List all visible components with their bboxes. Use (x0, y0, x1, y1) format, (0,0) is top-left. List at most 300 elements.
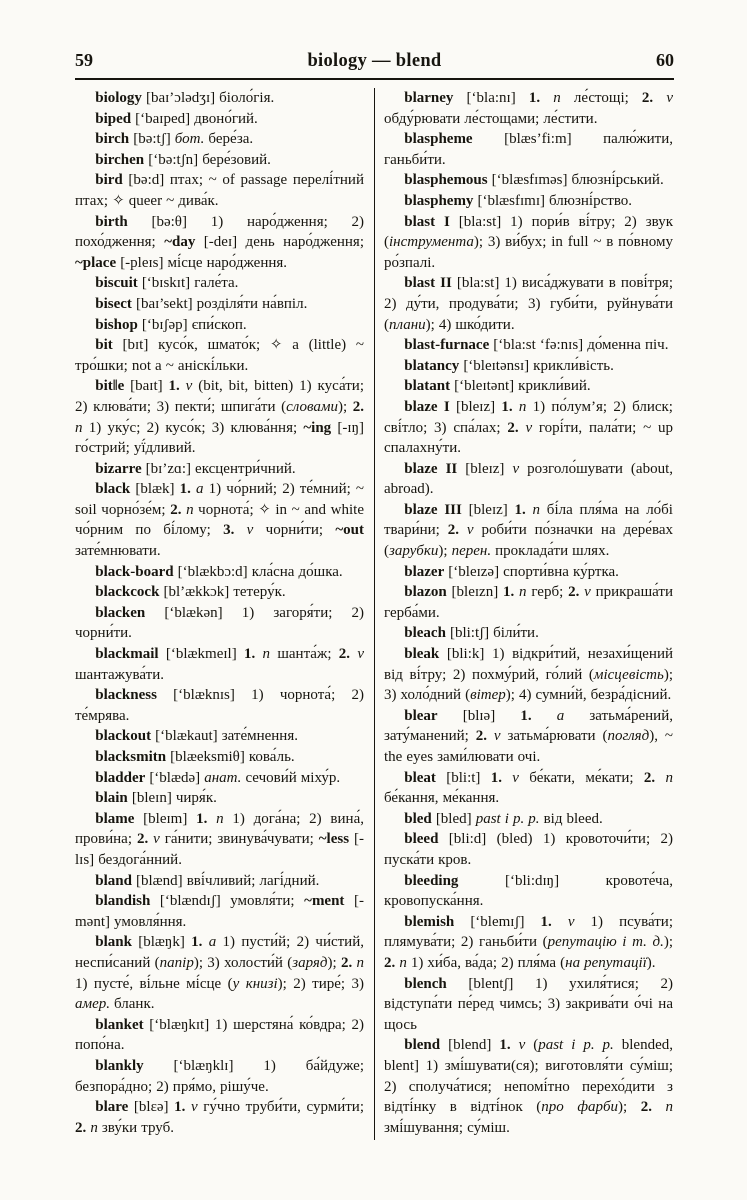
definition-text: 1) по́лум’я; 2) блиск; сві́тло; 3) спа́лах; (384, 398, 673, 436)
headword: 2. (643, 769, 656, 786)
dictionary-entry (75, 891, 364, 932)
headword: ~place (75, 254, 117, 271)
grammar-label: n (532, 501, 541, 518)
dictionary-entry (384, 356, 673, 377)
headword: blare (95, 1099, 129, 1116)
definition-text: [bleɪz] (449, 398, 502, 415)
dictionary-entry (75, 479, 364, 561)
headword: blain (95, 790, 128, 807)
definition-text: [blæs’fi:m] палю́жити, ганьби́ти. (384, 131, 673, 168)
grammar-label: v (466, 522, 474, 539)
definition-text: [‘bla:st ‘fə:nɪs] до́менна піч. (489, 337, 669, 354)
dictionary-entry (75, 582, 364, 603)
definition-text: ). (646, 954, 656, 971)
dictionary-entry (384, 335, 673, 356)
definition-text: затьма́рений, зату́манений; (384, 707, 673, 745)
definition-text: blended, blent] 1) змі́шувати(ся); виготовля́ти су́міш; 2) сполуча́тися; непомі́тно перехо́дити з відті́нку в відті́нок ( (384, 1037, 673, 1116)
right-column (384, 88, 673, 1140)
headword: bleeding (404, 872, 459, 889)
definition-text: [bɪ’zɑ:] ексцентри́чний. (141, 460, 296, 477)
headword: 1. (168, 378, 180, 395)
grammar-label: словами (286, 398, 338, 415)
headword: 2. (640, 1099, 652, 1116)
grammar-label: у книзі (232, 975, 278, 992)
definition-text: від bleed. (539, 810, 603, 827)
dictionary-entry (75, 768, 364, 789)
dictionary-entry (384, 88, 673, 129)
definition-text: 1) уку́с; 2) кусо́к; 3) клюва́ння; (82, 419, 304, 436)
headword: black (95, 481, 131, 498)
definition-text: ле́стощі; (560, 90, 642, 106)
grammar-label: v (357, 646, 365, 663)
headword: 2. (641, 90, 654, 106)
definition-text: [bli:d] (bled) 1) кровоточи́ти; 2) пуска́ти кров. (384, 831, 673, 868)
grammar-label: n (216, 810, 224, 827)
dictionary-entry (384, 397, 673, 459)
dictionary-entry (384, 212, 673, 274)
grammar-label: зарубки (389, 543, 439, 560)
definition-text: ); (438, 543, 452, 560)
definition-text: [‘bɪʃəp] єпи́скоп. (137, 316, 247, 333)
dictionary-entry (75, 315, 364, 336)
dictionary-entry (75, 1015, 364, 1056)
definition-text: затьма́рювати ( (500, 728, 608, 745)
headword: ~less (318, 831, 350, 848)
definition-text: [‘blæŋkɪt] 1) шерстяна́ ко́вдра; 2) попо́на. (75, 1016, 364, 1054)
definition-text (487, 728, 494, 744)
definition-text: [bl’ækkɔk] тетеру́к. (159, 584, 286, 601)
definition-text (655, 770, 665, 786)
headword: 2. (447, 522, 459, 539)
grammar-label: v (246, 522, 254, 539)
definition-text: [‘blændɪʃ] умовля́ти; (150, 893, 305, 910)
definition-text: [bli:k] 1) відкри́тий, незахи́щений від ві́тру; 2) похму́рий, го́лий ( (384, 646, 673, 683)
definition-text: ); 3) холости́й ( (193, 954, 293, 971)
definition-text: [bɪt] кусо́к, шмато́к; ✧ a (little) ~ тро́шки; not a ~ аніскі́льки. (75, 337, 364, 374)
dictionary-entry (384, 273, 673, 335)
headword: blast-furnace (404, 337, 490, 354)
definition-text: [bə:θ] 1) наро́дження; 2) похо́дження; (75, 213, 364, 251)
headword: bishop (95, 316, 138, 333)
definition-text: прикраша́ти герба́ми. (384, 584, 673, 621)
grammar-label: інструмента (389, 234, 474, 251)
definition-text: [bleɪm] (134, 810, 197, 827)
grammar-label: погляд (607, 728, 650, 745)
definition-text: [blentʃ] 1) ухиля́тися; 2) відступа́ти пе́ред чимсь; 3) закрива́ти о́чі на щось (384, 975, 673, 1033)
definition-text: [blænd] вві́чливий; лагі́дний. (131, 872, 320, 889)
headword: bleak (404, 646, 440, 663)
dictionary-entry (75, 459, 364, 480)
grammar-label: на репутації (565, 954, 647, 971)
headword: bled (404, 810, 432, 827)
definition-text: [‘blæsfɪməs] блюзні́рський. (487, 172, 664, 189)
dictionary-entry (75, 685, 364, 726)
headword: blast II (404, 275, 452, 292)
dictionary-entry (384, 376, 673, 397)
headword: ~day (164, 234, 196, 251)
definition-text: шанта́ж; (270, 646, 339, 663)
definition-text (234, 522, 246, 538)
grammar-label: n (665, 769, 673, 786)
definition-text: [blæŋk] (131, 934, 192, 951)
grammar-label: v (567, 913, 575, 930)
grammar-label: n (75, 419, 83, 436)
headword: 2. (136, 831, 149, 848)
headword: blear (404, 707, 438, 724)
headword: 1. (520, 707, 532, 724)
definition-text: ); 3) холо́дний ( (384, 666, 673, 704)
grammar-label: v (584, 584, 591, 601)
headword: blaspheme (404, 131, 473, 148)
definition-text: бе́кати, ме́кати; (518, 769, 644, 786)
dictionary-entry (75, 273, 364, 294)
definition-text: шантажува́ти. (75, 666, 164, 683)
headword: black-board (95, 563, 174, 580)
dictionary-entry (75, 376, 364, 458)
definition-text: [blæk] (130, 481, 180, 498)
headword: 2. (507, 419, 519, 436)
headword: 1. (514, 501, 526, 518)
definition-text: ); (663, 934, 674, 951)
dictionary-entry (75, 88, 364, 109)
dictionary-entry (75, 809, 364, 871)
definition-text: зву́ки труб. (97, 1119, 174, 1136)
dictionary-entry (75, 562, 364, 583)
definition-text: [‘blækmeɪl] (158, 646, 244, 663)
definition-text: [‘blæknɪs] 1) чорнота́; 2) те́мрява. (75, 687, 364, 724)
headword: 1. (540, 913, 552, 930)
dictionary-entry (75, 726, 364, 747)
dictionary-entry (75, 644, 364, 685)
definition-text: бланк. (109, 996, 155, 1013)
dictionary-entry (384, 129, 673, 170)
grammar-label: n (90, 1119, 98, 1136)
definition-text: [bleɪn] чиря́к. (127, 790, 217, 807)
definition-text: проклада́ти шлях. (491, 543, 610, 560)
dictionary-entry (75, 603, 364, 644)
grammar-label: v (666, 90, 673, 106)
grammar-label: past і p. p. (538, 1037, 614, 1054)
definition-text: [‘bɪskɪt] гале́та. (137, 275, 239, 292)
definition-text: [-ɪŋ] го́стрий; уї́дливий. (75, 419, 364, 457)
left-column (75, 88, 364, 1140)
headword: birch (95, 131, 130, 148)
page-header (75, 50, 674, 72)
definition-text: [bleɪz] (457, 460, 513, 477)
definition-text: [‘blæŋklɪ] 1) ба́йдуже; безпора́дно; 2) пря́мо, рішу́че. (75, 1057, 364, 1095)
definition-text: ); 2) тире́; 3) (277, 975, 365, 992)
definition-text: ); (337, 398, 353, 415)
definition-text: розголо́шувати (about, abroad). (384, 460, 673, 498)
headword: blast I (404, 213, 450, 230)
dictionary-entry (384, 623, 673, 644)
definition-text: га́нити; звинува́чувати; (159, 831, 319, 848)
definition-text: зате́мнювати. (75, 543, 161, 560)
definition-text: [-mənt] умовля́ння. (75, 893, 364, 930)
headword: birth (95, 213, 128, 230)
dictionary-entry (75, 129, 364, 150)
grammar-label: n (553, 90, 561, 106)
definition-text: [bə:tʃ] (129, 131, 175, 148)
dictionary-columns (75, 88, 674, 1140)
headword: blank (95, 934, 132, 951)
headword: bland (95, 872, 132, 889)
dictionary-entry (75, 335, 364, 376)
dictionary-entry (384, 1035, 673, 1138)
dictionary-entry (384, 829, 673, 870)
definition-text: [bleɪzn] (446, 584, 503, 601)
definition-text: бе́кання, ме́кання. (384, 790, 500, 807)
definition-text: [‘blædə] (145, 769, 205, 786)
page-number-left: 59 (75, 50, 93, 70)
headword: 3. (223, 522, 235, 539)
headword: 2. (475, 728, 487, 745)
definition-text: [bla:st] 1) пори́в ві́тру; 2) звук ( (384, 213, 673, 251)
definition-text (502, 770, 512, 786)
headword: bird (95, 172, 123, 189)
definition-text: 1) хи́ба, ва́да; 2) пля́ма ( (406, 954, 566, 971)
headword: 1. (191, 934, 203, 951)
definition-text: бі́ла пля́ма на ло́бі твари́ни; (384, 501, 673, 539)
header-title: biology — blend (307, 51, 442, 71)
grammar-label: репутацію і т. д. (547, 934, 664, 951)
headword: biscuit (95, 275, 138, 292)
headword: blanket (95, 1016, 144, 1033)
headword: 1. (244, 646, 256, 663)
headword: blackness (95, 687, 157, 704)
grammar-label: n (519, 584, 527, 601)
headword: 2. (568, 584, 580, 601)
headword: 2. (384, 954, 396, 971)
headword: bizarre (95, 460, 142, 477)
grammar-label: n (356, 954, 364, 971)
definition-text: [blend] (440, 1037, 500, 1054)
dictionary-entry (384, 809, 673, 830)
dictionary-entry (384, 912, 673, 974)
headword: 1. (174, 1099, 186, 1116)
definition-text (532, 708, 557, 724)
headword: 1. (501, 398, 513, 415)
headword: biology (95, 90, 142, 106)
definition-text (207, 811, 216, 827)
grammar-label: n (399, 954, 407, 971)
definition-text: [‘bli:dɪŋ] кровоте́ча, кровопуска́ння. (384, 872, 673, 910)
headword: 1. (503, 584, 515, 601)
headword: blackmail (95, 646, 159, 663)
definition-text: [blɛə] (128, 1099, 175, 1116)
headword: biped (95, 110, 132, 127)
grammar-label: заряд (292, 954, 328, 971)
definition-text: 1) пусти́й; 2) чи́стий, неспи́саний ( (75, 934, 364, 971)
headword: bladder (95, 769, 146, 786)
dictionary-entry (384, 582, 673, 623)
headword: blackout (95, 728, 152, 745)
page-number-right: 60 (655, 50, 674, 70)
definition-text: [-lɪs] бездога́нний. (75, 831, 365, 868)
headword: bit (95, 337, 113, 354)
headword: bisect (95, 295, 132, 312)
definition-text: ( (525, 1037, 539, 1054)
definition-text: [bli:t] (435, 769, 491, 786)
headword: blaze III (404, 501, 462, 518)
dictionary-entry (75, 1097, 364, 1138)
dictionary-entry (75, 150, 364, 171)
dictionary-entry (75, 788, 364, 809)
dictionary-entry (384, 706, 673, 768)
definition-text: [‘bə:tʃn] бере́зовий. (144, 151, 271, 168)
dictionary-entry (384, 644, 673, 706)
definition-text: чорнота́; ✧ in ~ and white чо́рним по бі́лому; (75, 501, 364, 539)
dictionary-entry (75, 294, 364, 315)
headword: ~ing (303, 419, 332, 436)
headword: ~ment (304, 893, 345, 910)
dictionary-entry (384, 768, 673, 809)
definition-text: [‘blæsfɪmɪ] блюзні́рство. (473, 192, 633, 209)
definition-text: обду́рювати ле́стощами; ле́стити. (384, 110, 598, 127)
definition-text: [‘bla:nɪ] (453, 90, 529, 106)
dictionary-entry (384, 191, 673, 212)
definition-text: ); 4) сумни́й, безра́дісний. (505, 687, 672, 704)
definition-text: [‘bleɪzə] спорти́вна ку́ртка. (444, 563, 619, 580)
definition-text: [bə:d] птах; ~ of passage перелі́тний птах; ✧ queer ~ дива́к. (75, 172, 364, 209)
definition-text: ); (618, 1099, 641, 1116)
grammar-label: a (196, 481, 204, 498)
grammar-label: n (262, 646, 271, 663)
headword: 1. (179, 481, 191, 498)
headword: blaze II (404, 460, 458, 477)
headword: 1. (499, 1037, 511, 1054)
definition-text (540, 90, 553, 106)
definition-text (526, 502, 533, 518)
headword: blasphemy (404, 192, 474, 209)
definition-text: [baɪt] (124, 378, 169, 395)
definition-text: [baɪ’ɔlədʒɪ] біоло́гія. (141, 90, 275, 106)
grammar-label: вітер (470, 687, 506, 704)
definition-text: горі́ти, пала́ти; ~ up спалахну́ти. (384, 419, 673, 457)
headword: blatancy (404, 357, 460, 374)
dictionary-entry (75, 932, 364, 1014)
grammar-label: a (556, 707, 565, 724)
definition-text (255, 646, 262, 662)
headword: bit‖e (95, 378, 125, 395)
dictionary-entry (384, 871, 673, 912)
definition-text: [blɪə] (437, 707, 521, 724)
definition-text: ), ~ the eyes зами́лювати очі. (384, 728, 673, 765)
grammar-label: n (665, 1099, 674, 1116)
definition-text: [‘bleɪtənsɪ] крикли́вість. (459, 357, 614, 374)
headword: blacksmitn (95, 749, 167, 765)
dictionary-entry (75, 747, 364, 768)
headword: blarney (404, 90, 454, 106)
definition-text: 1) псува́ти; плямува́ти; 2) ганьби́ти ( (384, 913, 673, 951)
definition-text: [bli:tʃ] біли́ти. (445, 625, 539, 642)
headword: bleed (404, 831, 439, 848)
headword: blankly (95, 1057, 144, 1074)
definition-text: 1) пусте́, ві́льне мі́сце ( (75, 975, 233, 992)
headword: blazer (404, 563, 445, 580)
grammar-label: v (185, 378, 193, 395)
headword: birchen (95, 151, 145, 168)
definition-text: змі́шування; су́міш. (384, 1119, 510, 1136)
headword: blackcock (95, 584, 160, 601)
headword: blemish (404, 913, 455, 930)
dictionary-entry (75, 170, 364, 211)
headword: 1. (490, 769, 502, 786)
dictionary-entry (75, 212, 364, 274)
definition-text: (bit, bit, bitten) 1) куса́ти; 2) клюва́ти; 3) пекти́; шпига́ти ( (75, 378, 364, 415)
definition-text: [‘blækbɔ:d] кла́сна до́шка. (173, 563, 343, 580)
grammar-label: n (186, 501, 194, 518)
dictionary-entry (384, 500, 673, 562)
definition-text: [bla:st] 1) виса́джувати в пові́тря; 2) ду́ти, продува́ти; 3) губи́ти, руйнува́ти ( (384, 275, 673, 333)
definition-text (552, 914, 568, 930)
headword: 2. (170, 501, 182, 518)
grammar-label: v (518, 1037, 526, 1054)
grammar-label: місцевість (593, 666, 664, 683)
grammar-label: v (512, 460, 520, 477)
headword: blend (404, 1037, 441, 1054)
grammar-label: бот. (174, 131, 205, 148)
grammar-label: анат. (204, 769, 242, 786)
grammar-label: про фарби (541, 1099, 619, 1116)
header-rule (75, 78, 674, 80)
grammar-label: a (208, 934, 217, 951)
definition-text: ); 3) ви́бух; in full ~ в по́вному ро́зпалі. (384, 234, 673, 271)
definition-text: [‘blemɪʃ] (454, 913, 541, 930)
definition-text: [-pleɪs] мі́сце наро́дження. (116, 254, 288, 271)
headword: 2. (75, 1119, 87, 1136)
definition-text: [bled] (431, 810, 476, 827)
headword: blaze I (404, 398, 450, 415)
definition-text: [-deɪ] день наро́дження; (195, 234, 364, 251)
dictionary-entry (384, 170, 673, 191)
headword: blench (404, 975, 447, 992)
definition-text: бере́за. (204, 131, 254, 148)
definition-text: 1) чо́рний; 2) те́мний; ~ soil чорно́зе́м; (75, 481, 364, 518)
headword: blatant (404, 378, 451, 395)
dictionary-entry (75, 871, 364, 892)
grammar-label: v (190, 1099, 198, 1116)
definition-text: [‘blækən] 1) загоря́ти; 2) чорни́ти. (75, 604, 364, 642)
headword: blame (95, 810, 135, 827)
dictionary-entry (75, 1056, 364, 1097)
grammar-label: past і p. p. (475, 810, 540, 827)
dictionary-entry (384, 974, 673, 1036)
column-divider (374, 88, 375, 1140)
definition-text: герб; (526, 584, 569, 601)
definition-text: [blæeksmiθ] кова́ль. (166, 749, 295, 765)
grammar-label: перен. (451, 543, 492, 560)
headword: 1. (196, 810, 208, 827)
grammar-label: v (493, 728, 501, 745)
definition-text (511, 1037, 519, 1053)
definition-text (459, 522, 467, 538)
definition-text: ); (327, 954, 341, 971)
grammar-label: v (525, 419, 533, 436)
grammar-label: плани (389, 316, 426, 333)
definition-text: 1) дога́на; 2) вина́, прови́на; (75, 810, 364, 848)
definition-text: роби́ти по́значки на дере́вах ( (384, 522, 673, 560)
definition-text: [bleɪz] (461, 501, 515, 518)
definition-text: [baɪ’sekt] розділя́ти на́впіл. (131, 295, 308, 312)
dictionary-entry (384, 459, 673, 500)
headword: 1. (528, 90, 541, 106)
headword: bleat (404, 769, 436, 786)
grammar-label: v (512, 769, 519, 786)
headword: 2. (352, 398, 364, 415)
grammar-label: v (153, 831, 160, 848)
definition-text: гу́чно труби́ти, сурми́ти; (197, 1099, 364, 1116)
